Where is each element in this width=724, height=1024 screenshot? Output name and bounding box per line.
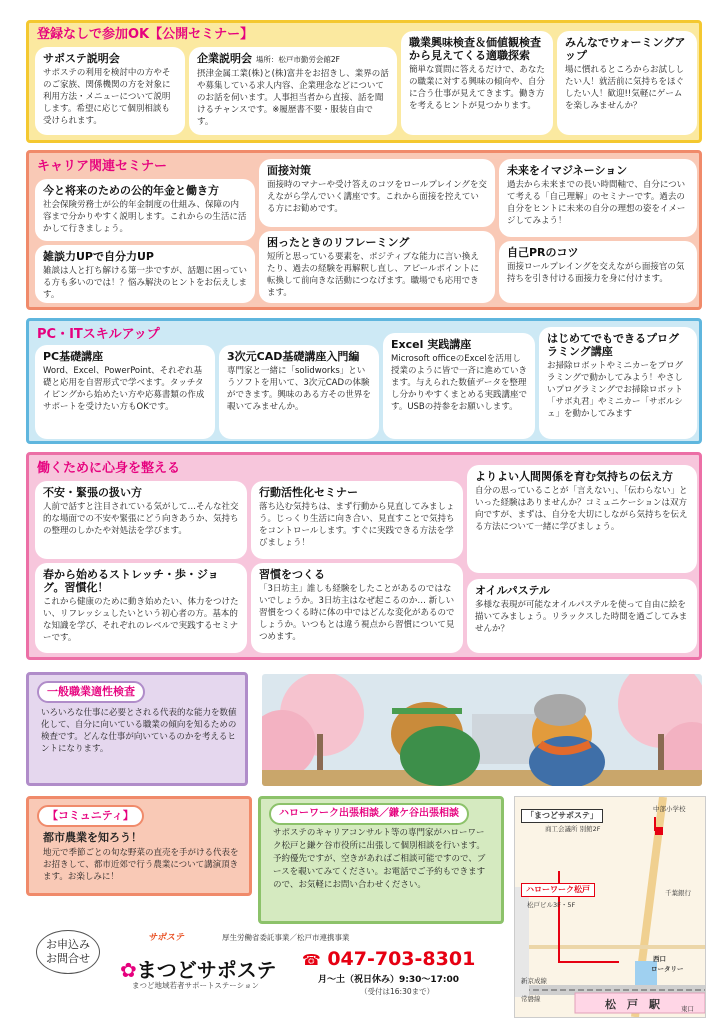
map-label-saposute: 「まつどサポステ」 [521, 809, 603, 823]
seminar-card [35, 481, 247, 559]
seminar-card [259, 231, 495, 303]
seminar-card [539, 327, 697, 439]
card-text: 人前で話すと注目されている気がして…そんな社交的な場面での不安や緊張にどう向きあうか、気持ちの整理のしかたや対処法を学びます。 [43, 502, 239, 536]
card-title: 困ったときのリフレーミング [267, 236, 410, 249]
seminar-card [219, 345, 379, 439]
phone-icon: ☎ [302, 951, 321, 969]
contact-bubble [36, 930, 100, 974]
community-section [26, 796, 252, 896]
sponsors-text: 厚生労働省委託事業／松戸市連携事業 [222, 933, 350, 942]
card-title: 職業興味検査＆価値観検査から見えてくる適職探索 [409, 36, 541, 62]
seminar-card [189, 47, 397, 135]
card-text: 雑談は人と打ち解ける第一歩ですが、話題に困っている方も多いのでは！？悩み解決のヒントをお伝えします。 [43, 266, 248, 300]
map-label-hellowork: ハローワーク松戸 [521, 883, 595, 897]
map-label-line1: 常磐線 [521, 995, 541, 1003]
map-label-station: 松 戸 駅 [605, 998, 660, 1011]
section-title: 働くために心身を整える [37, 461, 181, 476]
card-text: 落ち込む気持ちは、まず行動から見直してみましょう。じっくり生活に向き合い、見直すことで気持ちをコントロールします。すぐに実践できる方法を学びましょう！ [259, 502, 455, 548]
map-label-school: 中部小学校 [653, 805, 686, 813]
card-title: よりよい人間関係を育む気持ちの伝え方 [475, 470, 673, 483]
map-label-bank: 千葉銀行 [665, 889, 691, 897]
card-text: 過去から未来までの長い時間軸で、自分について考える「自己理解」のセミナーです。過去の自分をヒントに未来の自分の理想の姿をイメージしてみよう！ [507, 180, 686, 226]
section-text: サポステのキャリアコンサルト等の専門家がハローワーク松戸と鎌ケ谷市役所に出張して個別相談を行います。予約優先ですが、空きがあればご相談可能ですので、ブースを覗いてみてください。お電話でご予約もできますので、お気軽にお問い合わせください。 [273, 828, 486, 890]
card-title: 雑談力UPで自分力UP [43, 250, 154, 263]
card-title: 習慣をつくる [259, 568, 325, 581]
seminar-card [467, 579, 697, 653]
card-text: 面接時のマナーや受け答えのコツをロールプレイングを交えながら学んでいく講座です。これから面接を控えている方にお勧めです。 [267, 180, 487, 214]
logo-small-text: サポステ [148, 933, 184, 943]
card-text: 自分の思っていることが「言えない」、「伝わらない」といった経験はありませんか？コミュニケーションは双方向ですが、まずは、自分を大切にしながら気持ちを伝える方法について一緒に学びましょう。 [475, 486, 688, 532]
card-title: PC基礎講座 [43, 350, 104, 363]
section-title: 【コミュニティ】 [37, 805, 144, 827]
section-title: PC・ITスキルアップ [37, 327, 160, 342]
card-text: Microsoft officeのExcelを活用し授業のように皆で一斉に進めていきます。与えられた数値データを整理し分かりやすくまとめる実践講座です。USBの持参をお願いします。 [391, 354, 528, 412]
card-title: はじめてでもできるプログラミング講座 [547, 332, 679, 358]
section-title: ハローワーク出張相談／鎌ケ谷出張相談 [269, 803, 469, 825]
map-label-hellowork-sub: 松戸ビル3F・5F [527, 901, 576, 909]
card-title: 面接対策 [267, 164, 311, 177]
card-text: 面接ロールプレイングを交えながら面接官の気持ちを引き付ける面接力を身に付けます。 [507, 262, 685, 284]
section-title: 登録なしで参加OK【公開セミナー】 [37, 27, 254, 42]
saposute-logo-small [148, 930, 184, 943]
seminar-card [35, 179, 255, 241]
aptitude-test-section [26, 672, 248, 786]
logo-subtitle: まつど地域若者サポートステーション [132, 981, 259, 990]
contact-label: お申込み お問合せ [46, 938, 90, 965]
card-text: 社会保険労務士が公的年金制度の仕組み、保障の内容まで分かりやすく説明します。これからの生活に活かして行きましょう。 [43, 200, 247, 234]
section-title: キャリア関連セミナー [37, 159, 168, 174]
seminar-card [251, 563, 463, 653]
seminar-card [499, 159, 697, 237]
card-title: 未来をイマジネーション [507, 164, 628, 177]
seminar-card [35, 245, 255, 303]
map-label-saposute-sub: 商工会議所 別館2F [545, 825, 601, 833]
card-text: これから健康のために動き始めたい、体力をつけたい、リフレッシュしたいという初心者の方。基本的な知識を学び、それぞれのレベルで実践するセミナーです。 [43, 597, 239, 643]
card-title: 今と将来のための公的年金と働き方 [43, 184, 219, 197]
section-text: 地元で季節ごとの旬な野菜の直売を手がける代表をお招きして、都市近郊で行う農業について講演頂きます。お楽しみに！ [43, 848, 239, 882]
access-map [514, 796, 706, 1018]
map-label-west-exit: 西口 [653, 955, 666, 963]
card-text: 簡単な質問に答えるだけで、あなたの職業に対する興味の傾向や、自分に合う仕事が見えてきます。働き方を考えるヒントが見つかります。 [409, 65, 545, 111]
card-text: 「3日坊主」誰しも経験をしたことがあるのではないでしょうか。3日坊主はなぜ起こるのか… 新しい習慣をつくる時に体の中ではどんな変化があるのでしょうか。いつもとは違う視点から習慣について見つめます。 [259, 584, 455, 642]
seminar-card [251, 481, 463, 559]
phone-number[interactable] [302, 948, 475, 970]
seminar-card [401, 31, 553, 135]
map-label-rotary: ロータリー [651, 965, 684, 973]
map-label-east-exit: 東口 [681, 1005, 694, 1013]
card-title: 3次元CAD基礎講座入門編 [227, 350, 360, 363]
business-hours: 月〜土（祝日休み）9:30〜17:00 [318, 975, 460, 985]
mind-body-section [26, 452, 702, 660]
card-title: 春から始めるストレッチ・歩・ジョグ。習慣化！ [43, 568, 219, 594]
hellowork-consultation-section [258, 796, 504, 924]
seminar-card [35, 47, 185, 135]
card-text: お掃除ロボットやミニカーをプログラミングで動かしてみよう！やさしいプログラミングでお掃除ロボット「サボ丸君」やミニカー「サボルシェ」を動かしてみます [547, 361, 684, 419]
section-subtitle: 都市農業を知ろう！ [43, 831, 142, 844]
section-title: 一般職業適性検査 [37, 681, 145, 703]
seminar-card [35, 345, 215, 439]
card-title: 不安・緊張の扱い方 [43, 486, 142, 499]
card-text: 多様な表現が可能なオイルパステルを使って自由に絵を描いてみましょう。リラックスした時間を過ごしてみませんか？ [475, 600, 688, 634]
seminar-card [499, 241, 697, 303]
seminar-card [383, 333, 535, 439]
phone-number-text[interactable]: 047-703-8301 [327, 948, 476, 970]
section-text: いろいろな仕事に必要とされる代表的な能力を数値化して、自分に向いている職業の傾向を知るための検査です。どんな仕事が向いているのかを考えるヒントになります。 [41, 708, 237, 754]
seminar-card [557, 31, 697, 135]
card-title: みんなでウォーミングアップ [565, 36, 686, 62]
card-title: サポステ説明会 [43, 52, 120, 65]
card-title: オイルパステル [475, 584, 550, 597]
seminar-card [35, 563, 247, 653]
card-text: 専門家と一緒に「solidworks」というソフトを用いて、3次元CADの体験ができます。興味のある方その世界を覗いてみませんか。 [227, 366, 371, 412]
logo-main-text: まつどサポステ [136, 958, 277, 982]
logo-flower-icon: ✿ [120, 958, 137, 982]
venue-text: 場所：松戸市勤労会館2F [255, 55, 340, 64]
seminar-card [467, 465, 697, 573]
map-label-line2: 新京成線 [521, 977, 547, 985]
card-text: 場に慣れるところからお試ししたい人！就活前に気持ちをほぐしたい人！歓迎!!気軽にゲームを楽しみませんか？ [565, 65, 685, 111]
card-title: 自己PRのコツ [507, 246, 579, 259]
card-text: Word、Excel、PowerPoint、それぞれ基礎と応用を自習形式で学べます。タッチタイピングから始めたい方や応募書類の作成サポートを受けたい方もOKです。 [43, 366, 205, 412]
card-title: Excel 実践講座 [391, 338, 472, 351]
card-text: 短所と思っている要素を、ポジティブな能力に言い換えたり、過去の経験を再解釈し直し、アピールポイントに転換して前向きな活動につなげます。職場でも応用できます。 [267, 252, 479, 298]
pc-it-section [26, 318, 702, 444]
card-title: 行動活性化セミナー [259, 486, 358, 499]
card-title: 企業説明会 [197, 52, 252, 65]
career-seminar-section [26, 150, 702, 310]
walking-characters-illustration [262, 674, 702, 786]
card-text: サポステの利用を検討中の方やそのご家族、関係機関の方を対象に利用方法・メニューについて説明します。希望に応じて個別相談も受けられます。 [43, 68, 171, 126]
saposute-logo [120, 954, 276, 983]
reception-note: （受付は16:30まで） [360, 987, 435, 996]
open-seminar-section [26, 20, 702, 143]
seminar-card [259, 159, 495, 227]
card-text: 摂津金属工業(株)と(株)富井をお招きし、業界の話や募集している求人内容、企業理念などについてのお話を伺います。人事担当者から直接、話を聞けるチャンスです。※履歴書不要・服装自由です。 [197, 69, 389, 127]
